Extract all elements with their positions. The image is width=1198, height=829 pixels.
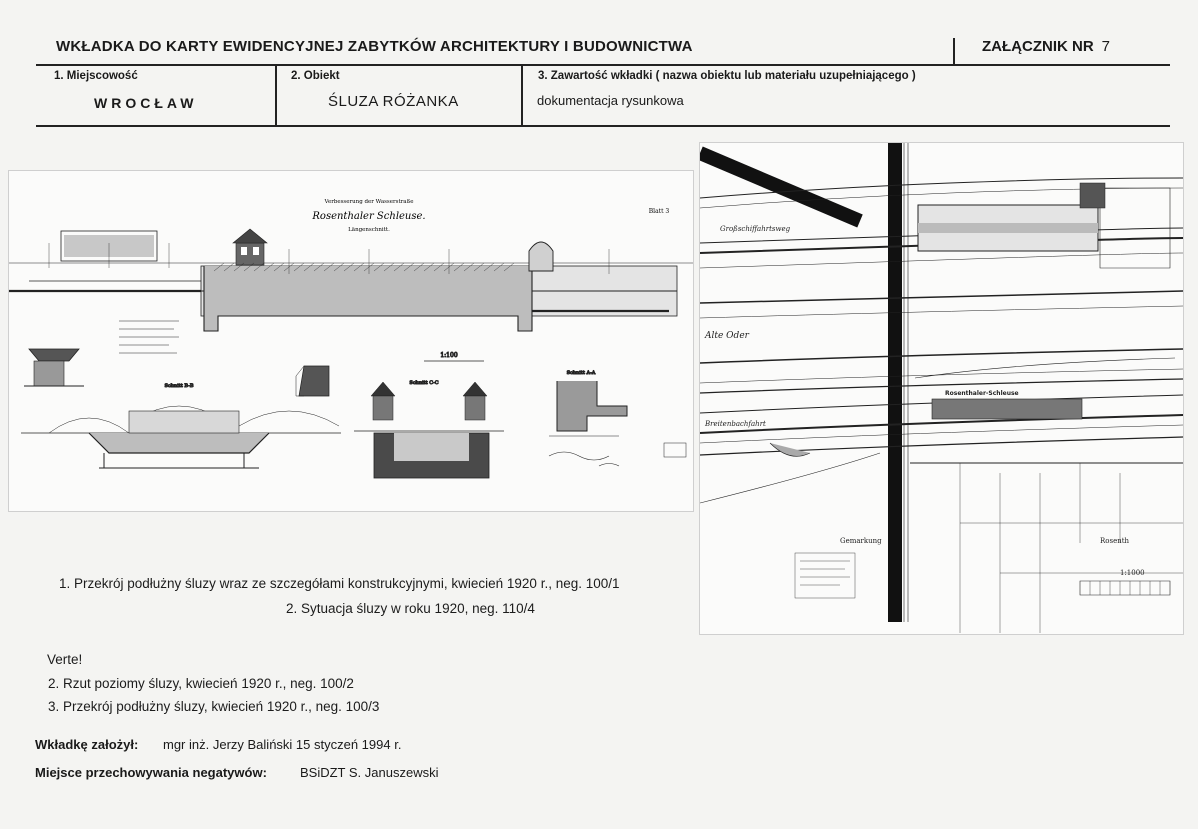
- header-bottom-rule: [36, 125, 1170, 127]
- drawing-kammer-label: Schnitt B-B: [164, 383, 194, 389]
- lock-section-svg: [9, 171, 693, 511]
- locality-label: 1. Miejscowość: [54, 70, 138, 82]
- label-gemarkung: Gemarkung: [840, 537, 882, 545]
- content-label: 3. Zawartość wkładki ( nazwa obiektu lub materiału uzupełniającego ): [538, 70, 916, 82]
- drawing-section-a-label: Schnitt A-A: [566, 370, 596, 376]
- object-label: 2. Obiekt: [291, 70, 340, 82]
- annex-label: [982, 38, 1110, 55]
- lock-site-plan: [699, 142, 1184, 635]
- annex-number: 7: [1101, 38, 1110, 55]
- locality-value: WROCŁAW: [94, 95, 198, 111]
- drawing-subtitle: Längenschnitt.: [348, 227, 390, 233]
- storage-label: Miejsce przechowywania negatywów:: [35, 765, 267, 780]
- header-top-rule: [36, 64, 1170, 66]
- label-grossschiffahrt: Großschiffahrtsweg: [720, 225, 791, 233]
- site-plan-svg: [700, 143, 1183, 634]
- annex-label-text: ZAŁĄCZNIK NR: [982, 38, 1094, 55]
- storage-value: BSiDZT S. Januszewski: [300, 765, 439, 780]
- site-plan-scale: 1:1000: [1120, 569, 1145, 577]
- founder-value: mgr inż. Jerzy Baliński 15 styczeń 1994 r.: [163, 737, 402, 752]
- drawing-scale-label: 1:100: [440, 352, 458, 359]
- content-value: dokumentacja rysunkowa: [537, 93, 684, 108]
- details-row: [21, 321, 686, 478]
- drawing-title-main: Rosenthaler Schleuse.: [312, 211, 426, 222]
- caption-line-2: 2. Sytuacja śluzy w roku 1920, neg. 110/4: [286, 601, 535, 616]
- header-annex-divider: [953, 38, 955, 65]
- field-divider-1: [275, 65, 277, 126]
- drawing-sheet: Blatt 3: [648, 208, 670, 215]
- caption-line-1: 1. Przekrój podłużny śluzy wraz ze szczegółami konstrukcyjnymi, kwiecień 1920 r., neg. 100/1: [59, 576, 620, 591]
- drawing-section-c-label: Schnitt C-C: [409, 380, 439, 386]
- label-breitenbach: Breitenbachfahrt: [705, 420, 766, 428]
- site-plan-features: [700, 143, 1183, 633]
- label-alte-oder: Alte Oder: [705, 331, 749, 341]
- verso-item-2: 3. Przekrój podłużny śluzy, kwiecień 1920 r., neg. 100/3: [48, 699, 380, 714]
- object-value: ŚLUZA RÓŻANKA: [328, 93, 459, 110]
- label-schleuse: Rosenthaler-Schleuse: [945, 390, 1019, 397]
- longitudinal-section: [9, 229, 693, 331]
- verso-title: Verte!: [47, 652, 83, 667]
- verso-item-1: 2. Rzut poziomy śluzy, kwiecień 1920 r., neg. 100/2: [48, 676, 354, 691]
- founder-label: Wkładkę założył:: [35, 737, 139, 752]
- label-rosenth: Rosenth: [1100, 537, 1130, 545]
- field-divider-2: [521, 65, 523, 126]
- lock-section-drawing: [8, 170, 694, 512]
- drawing-title-small: Verbesserung der Wasserstraße: [324, 199, 414, 205]
- card-title: WKŁADKA DO KARTY EWIDENCYJNEJ ZABYTKÓW ARCHITEKTURY I BUDOWNICTWA: [56, 38, 693, 55]
